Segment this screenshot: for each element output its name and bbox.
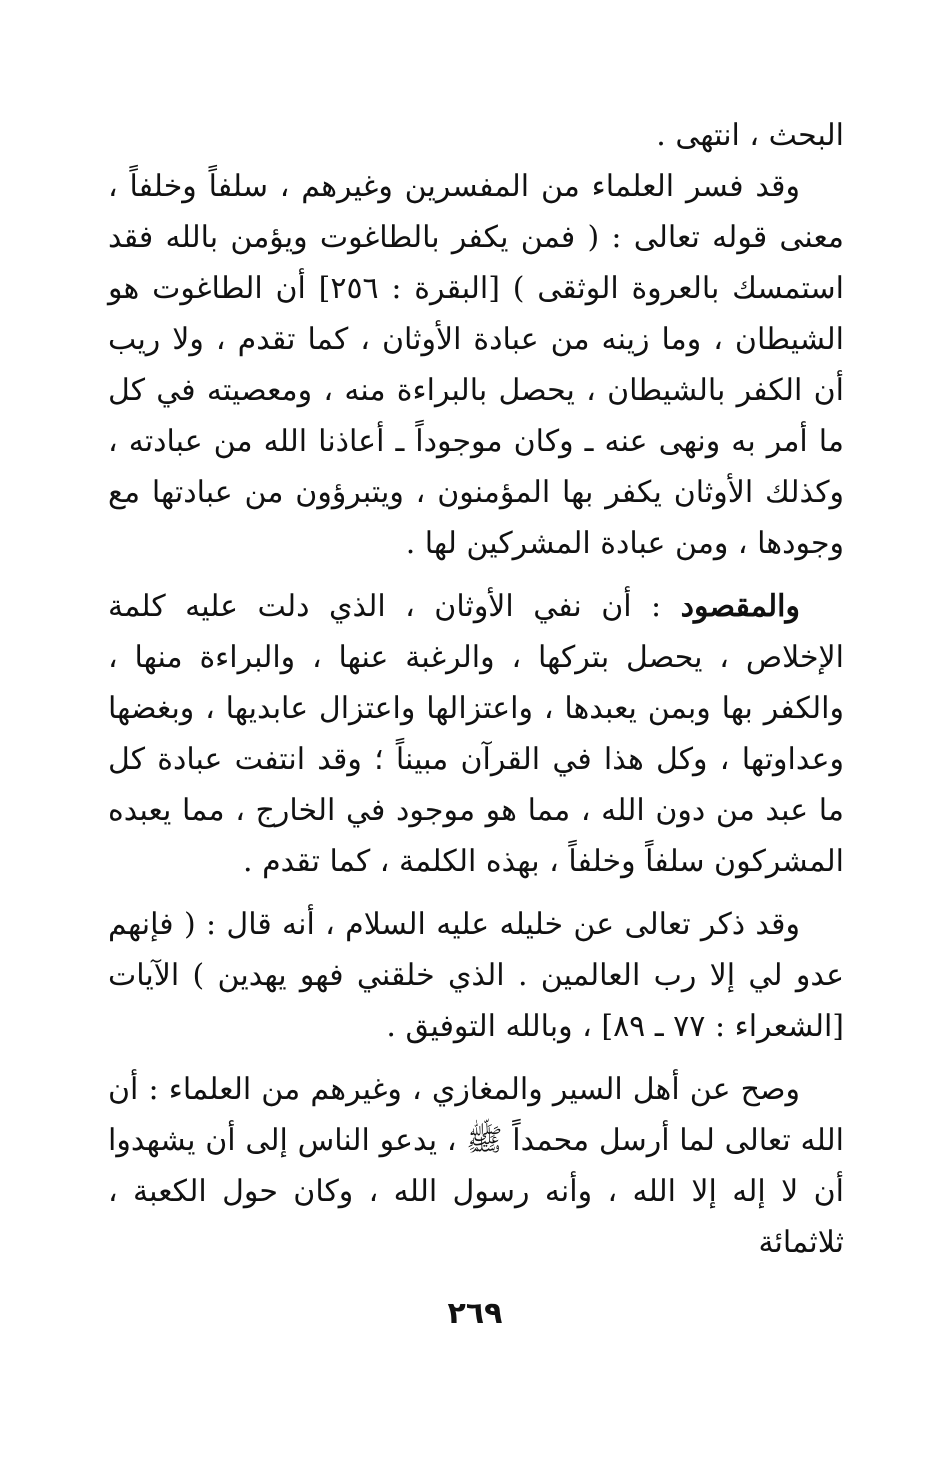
paragraph-3 bbox=[108, 581, 844, 887]
page-number: ٢٦٩ bbox=[447, 1296, 503, 1331]
paragraph-5 bbox=[108, 1064, 844, 1268]
paragraph-1 bbox=[108, 110, 844, 161]
paragraph-5-text: وصح عن أهل السير والمغازي ، وغيرهم من العلماء : أن الله تعالى لما أرسل محمداً ﷺ ، يدعو الناس إلى أن يشهدوا أن لا إله إلا الله ، وأنه رسول الله ، وكان حول الكعبة ، ثلاثمائة bbox=[108, 1072, 844, 1260]
paragraph-3-text: : أن نفي الأوثان ، الذي دلت عليه كلمة الإخلاص ، يحصل بتركها ، والرغبة عنها ، والبراءة منها ، والكفر بها وبمن يعبدها ، واعتزالها واعتزال عابديها ، وبغضها وعداوتها ، وكل هذا في القرآن مبيناً ؛ وقد انتفت عبادة كل ما عبد من دون الله ، مما هو موجود في الخارج ، مما يعبده المشركون سلفاً وخلفاً ، بهذه الكلمة ، كما تقدم . bbox=[108, 589, 844, 879]
paragraph-4-text: وقد ذكر تعالى عن خليله عليه السلام ، أنه قال : ( فإنهم عدو لي إلا رب العالمين . الذي خلقني فهو يهدين ) الآيات [الشعراء : ٧٧ ـ ٨٩] ، وبالله التوفيق . bbox=[108, 907, 844, 1044]
paragraph-3-lead: والمقصود bbox=[680, 589, 800, 624]
paragraph-2 bbox=[108, 161, 844, 569]
paragraph-4 bbox=[108, 899, 844, 1052]
page-body bbox=[108, 110, 844, 1268]
paragraph-2-text: وقد فسر العلماء من المفسرين وغيرهم ، سلفاً وخلفاً ، معنى قوله تعالى : ( فمن يكفر بالطاغوت ويؤمن بالله فقد استمسك بالعروة الوثقى ) [البقرة : ٢٥٦] أن الطاغوت هو الشيطان ، وما زينه من عبادة الأوثان ، كما تقدم ، ولا ريب أن الكفر بالشيطان ، يحصل بالبراءة منه ، ومعصيته في كل ما أمر به ونهى عنه ـ وكان موجوداً ـ أعاذنا الله من عبادته ، وكذلك الأوثان يكفر بها المؤمنون ، ويتبرؤون من عبادتها مع وجودها ، ومن عبادة المشركين لها . bbox=[108, 169, 844, 561]
paragraph-1-text: البحث ، انتهى . bbox=[656, 118, 844, 153]
